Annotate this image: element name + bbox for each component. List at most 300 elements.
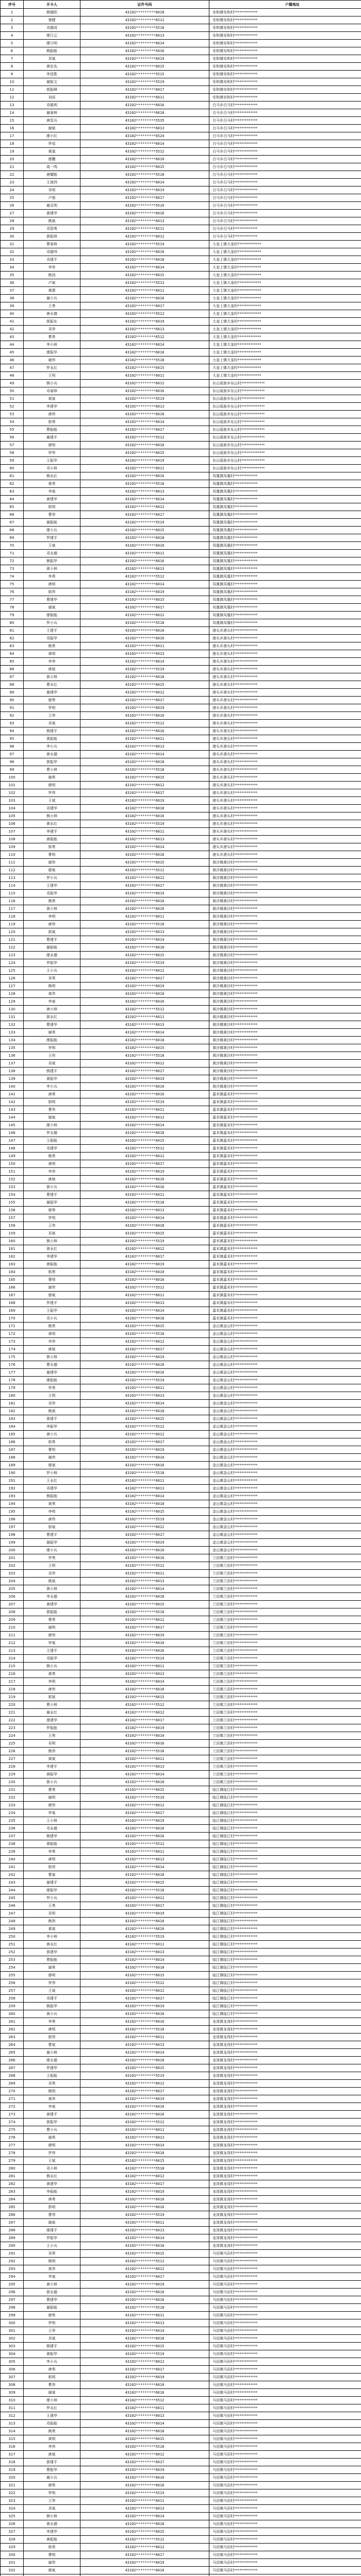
cell-index: 143 [1, 1106, 24, 1114]
cell-id-number: 43102*********5515 [80, 71, 209, 78]
cell-address: 黄沙镇黄沙村************* [209, 952, 361, 959]
cell-address: 黄沙镇黄沙村************* [209, 1075, 361, 1083]
cell-address: 安和镇安和村************* [209, 71, 361, 78]
table-row [1, 2497, 361, 2505]
cell-name: 谢斌 [24, 604, 80, 612]
cell-index: 189 [1, 1462, 24, 1469]
cell-id-number: 43102*********6011 [80, 2219, 209, 2227]
cell-index [1, 2574, 24, 2576]
cell-index: 301 [1, 2327, 24, 2335]
table-row [1, 890, 361, 897]
cell-address: 凤凰镇凤凰村************* [209, 519, 361, 527]
cell-name [24, 2574, 80, 2576]
cell-id-number: 43102*********6018 [80, 1037, 209, 1044]
cell-index: 3 [1, 24, 24, 32]
cell-name: 罗明 [24, 1214, 80, 1222]
cell-address: 临江镇临江村************* [209, 1863, 361, 1871]
cell-id-number: 43102*********5518 [80, 921, 209, 928]
cell-index: 80 [1, 619, 24, 627]
cell-name: 罗勇 [24, 1554, 80, 1562]
cell-name: 黄振华 [24, 1075, 80, 1083]
table-row [1, 442, 361, 449]
cell-index: 21 [1, 163, 24, 171]
table-row [1, 1763, 361, 1771]
table-row [1, 519, 361, 527]
cell-id-number: 43102*********6010 [80, 349, 209, 357]
cell-address: 港头乡港头村************* [209, 689, 361, 697]
cell-id-number: 43102*********6013 [80, 1763, 209, 1771]
cell-id-number: 43102*********6018 [80, 2335, 209, 2343]
table-row [1, 573, 361, 581]
cell-id-number: 43102*********6011 [80, 1477, 209, 1485]
cell-index: 318 [1, 2459, 24, 2466]
cell-name: 王明 [24, 1562, 80, 1570]
cell-id-number: 43102*********6012 [80, 689, 209, 697]
cell-index: 63 [1, 488, 24, 496]
cell-name: 邓伟 [24, 1570, 80, 1578]
cell-id-number: 43102*********6012 [80, 2265, 209, 2273]
cell-id-number: 43102*********6019 [80, 588, 209, 596]
table-row [1, 1006, 361, 1013]
cell-address: 临江镇临江村************* [209, 1802, 361, 1809]
cell-name: 熊勇 [24, 2428, 80, 2435]
table-row [1, 2095, 361, 2103]
table-row [1, 2103, 361, 2111]
cell-address: 兰田镇兰田村************* [209, 1632, 361, 1639]
cell-id-number: 43102*********6016 [80, 387, 209, 395]
cell-address: 凤凰镇凤凰村************* [209, 596, 361, 604]
cell-name: 罗成 [24, 140, 80, 148]
cell-address: 嘉禾镇嘉禾村************* [209, 1199, 361, 1207]
cell-address: 金山镇金山村************* [209, 1423, 361, 1431]
cell-id-number: 43102*********6010 [80, 805, 209, 812]
cell-index: 112 [1, 867, 24, 874]
table-row [1, 2482, 361, 2489]
table-row [1, 1616, 361, 1624]
cell-id-number: 43102*********6016 [80, 295, 209, 302]
cell-address: 白马乡白马村************* [209, 163, 361, 171]
cell-address: 金山镇金山村************* [209, 1446, 361, 1454]
table-row [1, 2551, 361, 2559]
cell-name: 熊明 [24, 982, 80, 990]
table-row [1, 2389, 361, 2397]
cell-address: 嘉禾镇嘉禾村************* [209, 1153, 361, 1160]
cell-index: 53 [1, 411, 24, 418]
cell-address: 临江镇临江村************* [209, 1941, 361, 1948]
table-row [1, 2420, 361, 2428]
table-row [1, 349, 361, 357]
cell-id-number: 43102*********6015 [80, 1972, 209, 1979]
cell-address: 龙岗镇龙岗村************* [209, 2149, 361, 2157]
cell-name: 郭明 [24, 1098, 80, 1106]
cell-index: 82 [1, 635, 24, 642]
cell-index: 94 [1, 727, 24, 735]
cell-index: 246 [1, 1902, 24, 1910]
cell-address: 临江镇临江村************* [209, 2010, 361, 2018]
cell-name: 廖永德 [24, 952, 80, 959]
cell-address: 马田镇马田村************* [209, 2296, 361, 2304]
cell-name: 曹勇 [24, 1616, 80, 1624]
cell-name: 谢勇 [24, 1029, 80, 1037]
cell-id-number: 43102*********5519 [80, 2489, 209, 2497]
table-row [1, 2350, 361, 2358]
table-row [1, 2188, 361, 2196]
cell-name: 熊振能 [24, 1493, 80, 1500]
table-row [1, 1238, 361, 1245]
cell-address: 龙岗镇龙岗村************* [209, 2119, 361, 2126]
cell-name: 廖小兵 [24, 527, 80, 534]
table-row [1, 2397, 361, 2404]
table-row [1, 1261, 361, 1268]
cell-address: 马田镇马田村************* [209, 2474, 361, 2482]
cell-name: 王建平 [24, 1647, 80, 1655]
cell-address: 金山镇金山村************* [209, 1330, 361, 1338]
table-row [1, 797, 361, 805]
cell-index: 96 [1, 743, 24, 751]
cell-id-number: 43102*********6017 [80, 194, 209, 202]
cell-index: 54 [1, 418, 24, 426]
cell-name: 黄勇 [24, 1500, 80, 1508]
cell-id-number: 43102*********6017 [80, 302, 209, 310]
cell-address: 安和镇安和村************* [209, 78, 361, 86]
table-row [1, 2513, 361, 2520]
cell-id-number: 43102*********6014 [80, 1678, 209, 1686]
cell-index: 160 [1, 1238, 24, 1245]
cell-address: 嘉禾镇嘉禾村************* [209, 1245, 361, 1253]
cell-index: 309 [1, 2389, 24, 2397]
table-row [1, 851, 361, 859]
cell-id-number: 43102*********6017 [80, 604, 209, 612]
cell-address: 凤凰镇凤凰村************* [209, 604, 361, 612]
cell-name: 邓建平 [24, 256, 80, 264]
cell-address: 马田镇马田村************* [209, 2289, 361, 2296]
cell-index: 182 [1, 1408, 24, 1415]
cell-address: 龙岗镇龙岗村************* [209, 2103, 361, 2111]
cell-name: 邓建平 [24, 1995, 80, 2003]
cell-address: 黄沙镇黄沙村************* [209, 867, 361, 874]
cell-id-number: 43102*********6010 [80, 2474, 209, 2482]
cell-id-number: 43102*********6017 [80, 975, 209, 982]
cell-name: 罗永德 [24, 1129, 80, 1137]
table-row [1, 2358, 361, 2366]
cell-id-number: 43102*********6011 [80, 1941, 209, 1948]
cell-id-number: 43102*********6018 [80, 1964, 209, 1972]
cell-id-number: 43102*********6019 [80, 704, 209, 712]
cell-address: 黄沙镇黄沙村************* [209, 882, 361, 890]
cell-id-number: 43102*********6010 [80, 2196, 209, 2204]
table-row [1, 836, 361, 843]
cell-id-number: 43102*********6019 [80, 457, 209, 465]
cell-index: 278 [1, 2149, 24, 2157]
cell-id-number: 43102*********6014 [80, 581, 209, 588]
table-row [1, 2451, 361, 2459]
cell-address: 嘉禾镇嘉禾村************* [209, 1098, 361, 1106]
cell-index: 14 [1, 109, 24, 117]
table-row [1, 2258, 361, 2265]
cell-name: 罗伟 [24, 1979, 80, 1987]
cell-index: 268 [1, 2072, 24, 2080]
cell-index: 328 [1, 2536, 24, 2544]
cell-address: 港头乡港头村************* [209, 812, 361, 820]
table-row [1, 758, 361, 766]
cell-name: 黄明 [24, 650, 80, 658]
cell-id-number: 43102*********6013 [80, 1114, 209, 1122]
table-row [1, 1825, 361, 1833]
cell-index: 137 [1, 1060, 24, 1067]
table-row [1, 928, 361, 936]
cell-name: 邓伟 [24, 326, 80, 333]
cell-name: 谢振能 [24, 519, 80, 527]
cell-id-number: 43102*********5519 [80, 2211, 209, 2219]
cell-id-number: 43102*********6012 [80, 1060, 209, 1067]
cell-address: 港头乡港头村************* [209, 820, 361, 828]
cell-name: 谢春林 [24, 109, 80, 117]
cell-address: 黄沙镇黄沙村************* [209, 944, 361, 952]
table-row [1, 1284, 361, 1292]
cell-id-number: 43102*********6019 [80, 1632, 209, 1639]
cell-index: 317 [1, 2451, 24, 2459]
cell-name: 曹建华 [24, 2296, 80, 2304]
cell-address: 港头乡港头村************* [209, 797, 361, 805]
cell-index: 225 [1, 1740, 24, 1748]
cell-address: 龙岗镇龙岗村************* [209, 2196, 361, 2204]
cell-id-number: 43102*********6013 [80, 125, 209, 132]
cell-index: 332 [1, 2567, 24, 2574]
cell-index: 296 [1, 2289, 24, 2296]
cell-id-number: 43102*********6016 [80, 1276, 209, 1284]
cell-name: 王伟 [24, 1052, 80, 1060]
cell-id-number: 43102*********6012 [80, 967, 209, 975]
cell-name: 谢双利 [24, 202, 80, 210]
cell-index: 178 [1, 1377, 24, 1384]
cell-id-number: 43102*********6014 [80, 418, 209, 426]
table-row [1, 2466, 361, 2474]
cell-name: 熊勇 [24, 1323, 80, 1330]
cell-index: 159 [1, 1230, 24, 1238]
cell-index: 145 [1, 1122, 24, 1129]
cell-index: 221 [1, 1709, 24, 1717]
cell-index: 115 [1, 890, 24, 897]
cell-address: 港头乡港头村************* [209, 650, 361, 658]
cell-address: 黄沙镇黄沙村************* [209, 1044, 361, 1052]
cell-name: 邓明 [24, 187, 80, 194]
cell-id-number: 43102*********6016 [80, 2018, 209, 2026]
cell-index: 79 [1, 612, 24, 619]
cell-id-number: 43102*********5518 [80, 1199, 209, 1207]
cell-name: 谢建华 [24, 689, 80, 697]
cell-name: 黄振能 [24, 735, 80, 743]
cell-name: 邓斌 [24, 2505, 80, 2513]
cell-address: 黄沙镇黄沙村************* [209, 998, 361, 1006]
cell-address: 龙岗镇龙岗村************* [209, 2157, 361, 2165]
cell-name: 谢振华 [24, 1199, 80, 1207]
table-row [1, 86, 361, 94]
cell-id-number: 43102*********6011 [80, 1384, 209, 1392]
cell-id-number: 43102*********6011 [80, 1106, 209, 1114]
cell-index: 168 [1, 1299, 24, 1307]
cell-id-number: 43102*********6013 [80, 565, 209, 573]
cell-address: 龙岗镇龙岗村************* [209, 2080, 361, 2088]
cell-address: 龙岗镇龙岗村************* [209, 2219, 361, 2227]
cell-name: 熊小兵 [24, 1663, 80, 1670]
cell-name: 邓德利 [24, 101, 80, 109]
cell-index: 59 [1, 457, 24, 465]
cell-id-number: 43102*********6010 [80, 1639, 209, 1647]
cell-address: 兰田镇兰田村************* [209, 1732, 361, 1740]
table-row [1, 217, 361, 225]
table-row [1, 2204, 361, 2211]
cell-index: 302 [1, 2335, 24, 2343]
cell-name: 廖振华 [24, 1887, 80, 1894]
table-row [1, 534, 361, 542]
cell-address: 龙岗镇龙岗村************* [209, 2126, 361, 2134]
table-row [1, 2242, 361, 2250]
cell-address: 金山镇金山村************* [209, 1369, 361, 1377]
table-row [1, 2018, 361, 2026]
cell-index: 108 [1, 836, 24, 843]
cell-address: 港头乡港头村************* [209, 681, 361, 689]
cell-id-number: 43102*********6012 [80, 874, 209, 882]
table-row [1, 1608, 361, 1616]
cell-index: 293 [1, 2265, 24, 2273]
cell-index: 170 [1, 1315, 24, 1323]
cell-name: 罗明 [24, 1044, 80, 1052]
cell-name: 廖斌 [24, 1462, 80, 1469]
cell-id-number: 43102*********6019 [80, 2559, 209, 2567]
cell-index: 255 [1, 1972, 24, 1979]
cell-id-number: 43102*********5512 [80, 2258, 209, 2265]
cell-address: 兰田镇兰田村************* [209, 1740, 361, 1748]
cell-index: 311 [1, 2404, 24, 2412]
table-row [1, 1044, 361, 1052]
cell-index: 265 [1, 2049, 24, 2057]
cell-index: 19 [1, 148, 24, 156]
cell-index: 66 [1, 511, 24, 519]
cell-index: 135 [1, 1044, 24, 1052]
cell-index: 119 [1, 921, 24, 928]
cell-id-number: 43102*********6017 [80, 1253, 209, 1261]
cell-id-number: 43102*********6019 [80, 1168, 209, 1176]
table-row [1, 2435, 361, 2443]
cell-address: 黄沙镇黄沙村************* [209, 1083, 361, 1091]
cell-id-number: 43102*********6014 [80, 751, 209, 758]
table-row [1, 101, 361, 109]
cell-index: 122 [1, 944, 24, 952]
cell-index: 200 [1, 1547, 24, 1554]
cell-address: 嘉禾镇嘉禾村************* [209, 1268, 361, 1276]
cell-index: 71 [1, 550, 24, 557]
cell-index: 172 [1, 1330, 24, 1338]
cell-address: 东山瑶族乡东山村************* [209, 457, 361, 465]
cell-id-number: 43102*********6011 [80, 642, 209, 650]
cell-address: 凤凰镇凤凰村************* [209, 496, 361, 503]
table-header [1, 1, 361, 9]
table-row [1, 1570, 361, 1578]
cell-address: 马田镇马田村************* [209, 2389, 361, 2397]
cell-name: 郭斌 [24, 928, 80, 936]
cell-address: 金山镇金山村************* [209, 1431, 361, 1438]
cell-id-number: 43102*********6014 [80, 2513, 209, 2520]
table-row [1, 1585, 361, 1593]
cell-id-number: 43102*********6012 [80, 380, 209, 387]
cell-id-number: 43102*********6013 [80, 1670, 209, 1678]
cell-index: 279 [1, 2157, 24, 2165]
table-row [1, 341, 361, 349]
cell-id-number: 43102*********6012 [80, 2080, 209, 2088]
table-row [1, 712, 361, 720]
cell-id-number: 43102*********5519 [80, 666, 209, 673]
cell-name: 郭斌 [24, 1523, 80, 1531]
table-row [1, 820, 361, 828]
table-row [1, 1794, 361, 1802]
cell-name: 郭勇 [24, 1268, 80, 1276]
cell-index: 128 [1, 990, 24, 998]
cell-address: 白马乡白马村************* [209, 179, 361, 187]
table-row [1, 1578, 361, 1585]
cell-name: 廖小林 [24, 1122, 80, 1129]
cell-index: 323 [1, 2497, 24, 2505]
cell-id-number: 43102*********5512 [80, 1701, 209, 1709]
cell-name: 曹伟 [24, 511, 80, 519]
cell-name: 郭勇 [24, 843, 80, 851]
cell-id-number: 43102*********6013 [80, 1299, 209, 1307]
cell-address: 龙岗镇龙岗村************* [209, 2173, 361, 2180]
table-row [1, 302, 361, 310]
table-row [1, 1338, 361, 1346]
cell-name: 邓明 [24, 1740, 80, 1748]
cell-id-number: 43102*********5512 [80, 2119, 209, 2126]
cell-index: 289 [1, 2234, 24, 2242]
cell-id-number: 43102*********6019 [80, 1724, 209, 1732]
cell-id-number: 43102*********6019 [80, 2188, 209, 2196]
cell-index: 109 [1, 843, 24, 851]
table-row [1, 1593, 361, 1601]
table-row [1, 2041, 361, 2049]
cell-address: 黄沙镇黄沙村************* [209, 975, 361, 982]
cell-address: 凤凰镇凤凰村************* [209, 542, 361, 550]
cell-name: 廖小红 [24, 132, 80, 140]
cell-address: 港头乡港头村************* [209, 805, 361, 812]
cell-address: 兰田镇兰田村************* [209, 1717, 361, 1724]
table-row [1, 1887, 361, 1894]
cell-address: 兰田镇兰田村************* [209, 1778, 361, 1786]
cell-index: 32 [1, 248, 24, 256]
cell-name: 罗斌 [24, 1809, 80, 1817]
cell-id-number: 43102*********6019 [80, 2281, 209, 2289]
cell-id-number: 43102*********5512 [80, 1423, 209, 1431]
cell-id-number: 43102*********6015 [80, 2528, 209, 2536]
cell-address: 东山瑶族乡东山村************* [209, 434, 361, 442]
cell-name: 黄小林 [24, 905, 80, 913]
cell-name: 曹振能 [24, 426, 80, 434]
cell-address: 白马乡白马村************* [209, 148, 361, 156]
cell-address: 兰田镇兰田村************* [209, 1663, 361, 1670]
cell-name: 曹建华 [24, 596, 80, 604]
cell-index: 134 [1, 1037, 24, 1044]
cell-id-number: 43102*********6010 [80, 1732, 209, 1740]
cell-address: 马田镇马田村************* [209, 2327, 361, 2335]
cell-id-number: 43102*********6010 [80, 897, 209, 905]
cell-name: 曹振华 [24, 2466, 80, 2474]
table-row [1, 326, 361, 333]
cell-name: 唐明 [24, 581, 80, 588]
cell-index: 262 [1, 2026, 24, 2033]
cell-address: 白马乡白马村************* [209, 125, 361, 132]
cell-id-number: 43102*********6014 [80, 179, 209, 187]
cell-id-number: 43102*********6012 [80, 1987, 209, 1995]
table-row [1, 2165, 361, 2173]
cell-id-number: 43102*********6015 [80, 1044, 209, 1052]
